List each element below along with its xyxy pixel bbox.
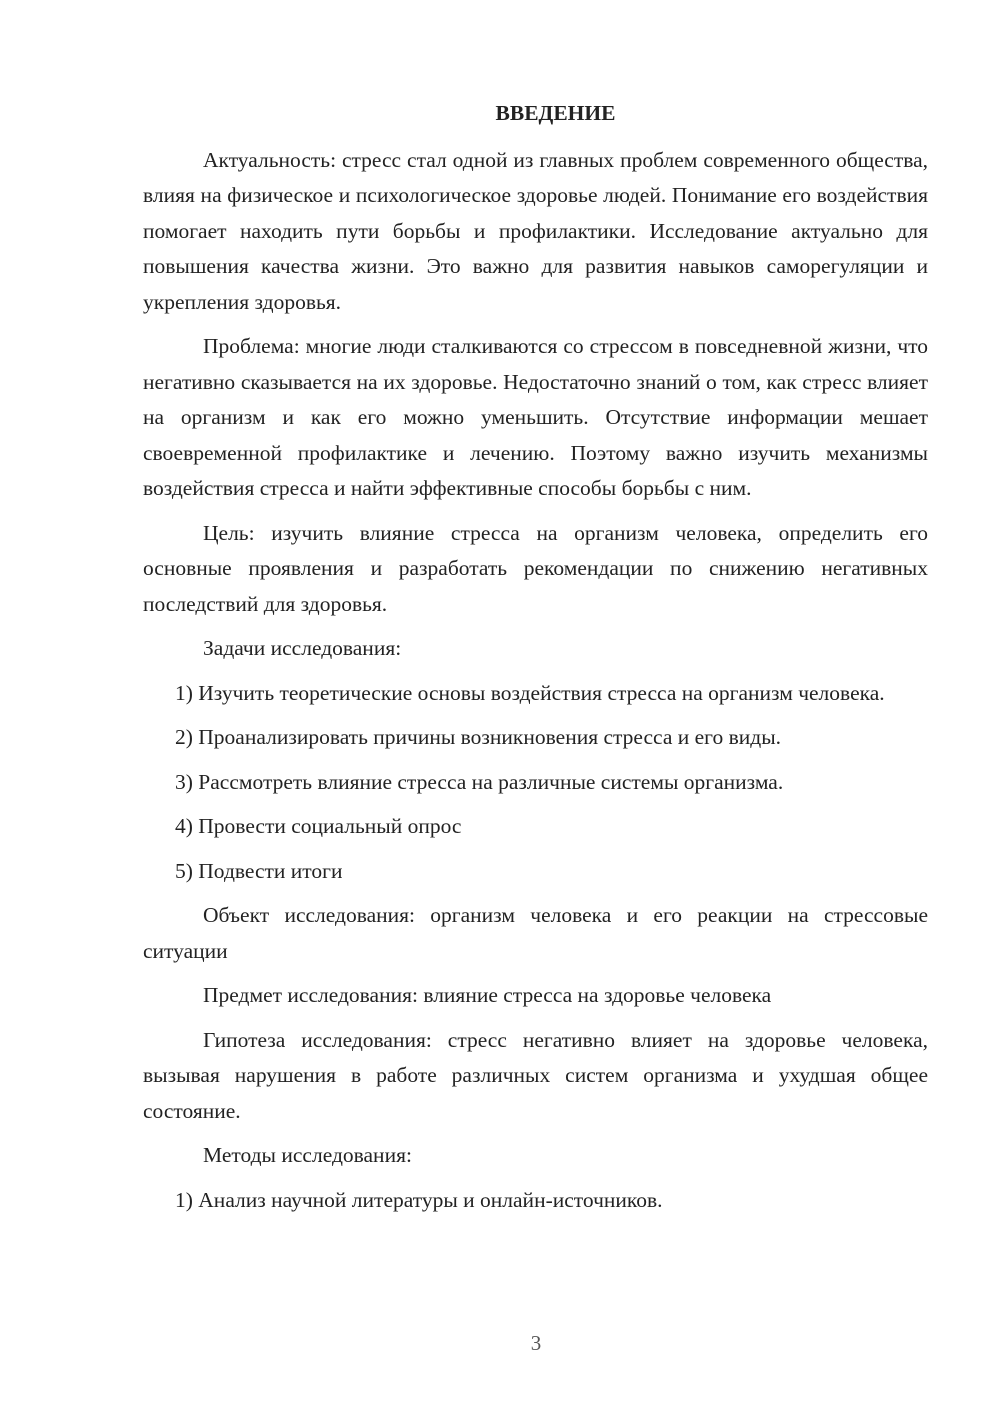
tasks-heading: Задачи исследования: [203, 636, 402, 660]
task-item: 1) Изучить теоретические основы воздействия стресса на организм человека. [175, 680, 885, 705]
task-item: 3) Рассмотреть влияние стресса на различные системы организма. [175, 769, 784, 794]
methods-heading: Методы исследования: [203, 1143, 412, 1167]
object-paragraph: Объект исследования: организм человека и его реакции на стрессовые ситуации [143, 903, 928, 963]
task-item: 5) Подвести итоги [175, 858, 343, 883]
methods-list [143, 1183, 928, 1219]
method-item: 1) Анализ научной литературы и онлайн-источников. [175, 1187, 663, 1212]
relevance-paragraph: Актуальность: стресс стал одной из главных проблем современного общества, влияя на физическое и психологическое здоровье людей. Понимание его воздействия помогает находить пути борьбы и профилактики. Исследование актуально для повышения качества жизни. Это важно для развития навыков саморегуляции и укрепления здоровья. [143, 147, 928, 314]
subject-paragraph: Предмет исследования: влияние стресса на здоровье человека [203, 983, 772, 1007]
page-number: 3 [530, 1331, 542, 1355]
task-item: 2) Проанализировать причины возникновения стресса и его виды. [175, 725, 782, 749]
problem-paragraph: Проблема: многие люди сталкиваются со стрессом в повседневной жизни, что негативно сказывается на их здоровье. Недостаточно знаний о том, как стресс влияет на организм и как его можно уменьшить. Отсутствие информации мешает своевременной профилактике и лечению. Поэтому важно изучить механизмы воздействия стресса и найти эффективные способы борьбы с ним. [143, 334, 928, 500]
tasks-list [143, 676, 928, 890]
goal-paragraph: Цель: изучить влияние стресса на организм человека, определить его основные проявления и разработать рекомендации по снижению негативных последствий для здоровья. [143, 520, 928, 616]
hypothesis-paragraph: Гипотеза исследования: стресс негативно влияет на здоровье человека, вызывая нарушения в работе различных систем организма и ухудшая общее состояние. [143, 1027, 928, 1123]
document-page [143, 96, 928, 1227]
section-title: ВВЕДЕНИЕ [495, 101, 616, 125]
task-item: 4) Провести социальный опрос [175, 814, 462, 838]
